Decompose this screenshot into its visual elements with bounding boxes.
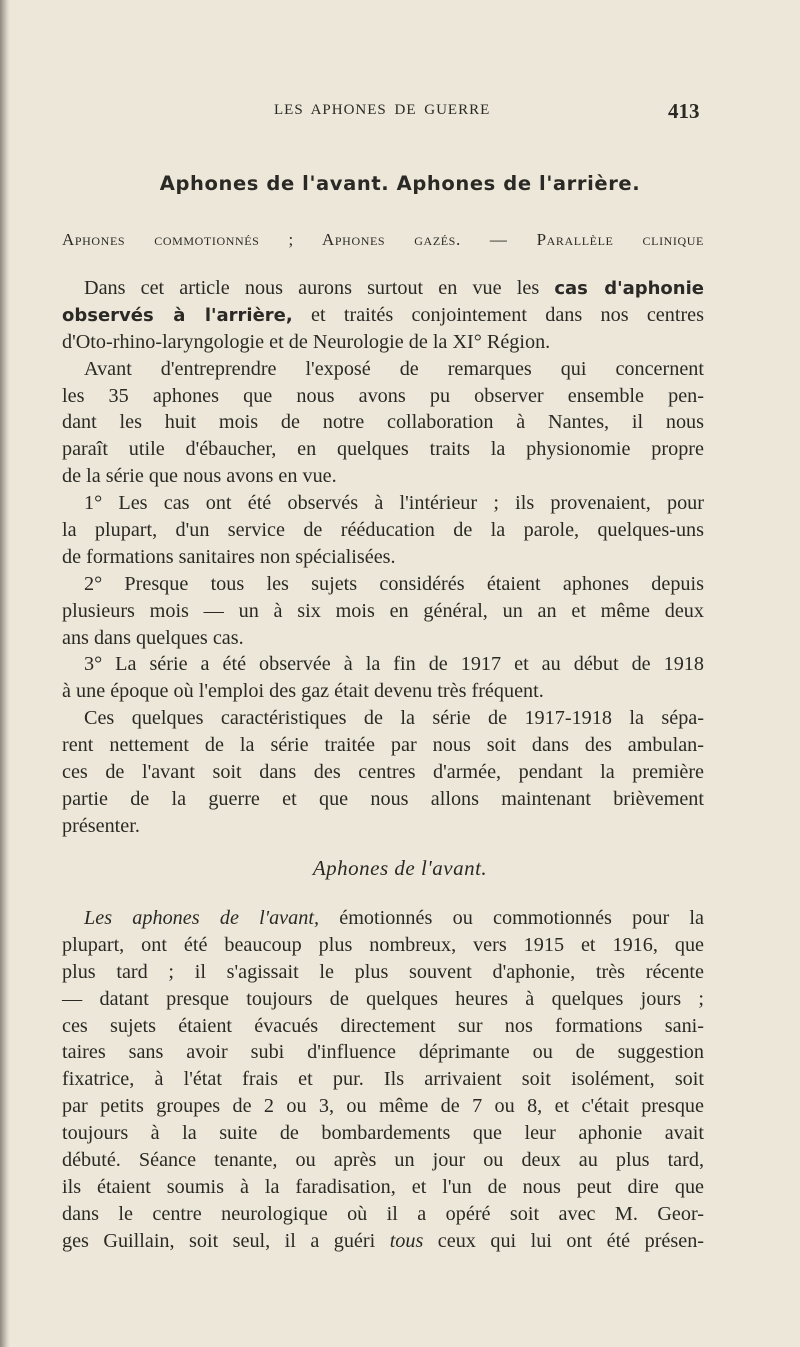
page-edge-shadow — [0, 0, 10, 1347]
text-line: par petits groupes de 2 ou 3, ou même de 7 ou 8, et c'était presque — [62, 1095, 704, 1118]
emphasis-text: observés à l'arrière, — [62, 304, 293, 326]
italic-text: Les aphones de l'avant, — [84, 907, 319, 929]
body-paragraphs-arriere — [62, 275, 704, 840]
text-line: ces sujets étaient évacués directement sur nos formations sani- — [62, 1014, 704, 1037]
text-line: dant les huit mois de notre collaboration à Nantes, il nous — [62, 411, 704, 434]
text-line: de la série que nous avons en vue. — [62, 465, 337, 488]
section-heading: Aphones de l'avant. Aphones de l'arrière. — [159, 172, 641, 195]
text-line: de formations sanitaires non spécialisées. — [62, 545, 396, 568]
text-line: dans le centre neurologique où il a opéré soit avec M. Geor- — [62, 1202, 704, 1225]
subheading: Aphones commotionnés ; Aphones gazés. — Parallèle clinique — [62, 230, 704, 249]
text-line: plus tard ; il s'agissait le plus souvent d'aphonie, très récente — [62, 960, 704, 983]
text-line: Ces quelques caractéristiques de la série de 1917-1918 la sépa- — [84, 707, 704, 730]
page-number: 413 — [668, 99, 700, 123]
text-line: rent nettement de la série traitée par nous soit dans des ambulan- — [62, 734, 704, 757]
body-paragraphs-avant — [62, 905, 704, 1255]
text-line: plupart, ont été beaucoup plus nombreux, vers 1915 et 1916, que — [62, 933, 704, 956]
text-line: fixatrice, à l'état frais et pur. Ils arrivaient soit isolément, soit — [62, 1068, 704, 1091]
text-line: taires sans avoir subi d'influence déprimante ou de suggestion — [62, 1041, 704, 1064]
text-line: Dans cet article nous aurons surtout en vue les cas d'aphonie — [84, 277, 704, 299]
text-line: ans dans quelques cas. — [62, 626, 244, 649]
subsection-heading: Aphones de l'avant. — [312, 856, 488, 880]
text-line: ces de l'avant soit dans des centres d'armée, pendant la première — [62, 761, 704, 784]
emphasis-text: cas d'aphonie — [554, 278, 704, 299]
text-line: 3° La série a été observée à la fin de 1917 et au début de 1918 — [84, 653, 704, 676]
text-line: plusieurs mois — un à six mois en général, un an et même deux — [62, 599, 704, 622]
text-line: toujours à la suite de bombardements que leur aphonie avait — [62, 1122, 704, 1145]
text-line: la plupart, d'un service de rééducation de la parole, quelques-uns — [62, 519, 704, 542]
text-line: partie de la guerre et que nous allons maintenant brièvement — [62, 787, 704, 810]
text-line: Les aphones de l'avant, émotionnés ou commotionnés pour la — [84, 907, 705, 929]
text-line: — datant presque toujours de quelques heures à quelques jours ; — [62, 987, 704, 1010]
text-line: débuté. Séance tenante, ou après un jour ou deux au plus tard, — [62, 1149, 704, 1172]
italic-text: tous — [389, 1229, 424, 1252]
running-header — [0, 99, 800, 128]
text-line: d'Oto-rhino-laryngologie et de Neurologie de la XI° Région. — [62, 330, 551, 353]
text-line: présenter. — [62, 814, 140, 837]
running-title: LES APHONES DE GUERRE — [274, 102, 491, 118]
text-line: observés à l'arrière, et traités conjointement dans nos centres — [62, 303, 704, 326]
text-line: ils étaient soumis à la faradisation, et l'un de nous peut dire que — [62, 1175, 704, 1198]
text-line: 2° Presque tous les sujets considérés étaient aphones depuis — [84, 572, 704, 595]
text-line: paraît utile d'ébaucher, en quelques traits la physionomie propre — [62, 438, 704, 461]
text-line: à une époque où l'emploi des gaz était devenu très fréquent. — [62, 680, 544, 703]
text-line: les 35 aphones que nous avons pu observer ensemble pen- — [62, 384, 704, 407]
text-line: Avant d'entreprendre l'exposé de remarques qui concernent — [84, 357, 704, 380]
text-line: 1° Les cas ont été observés à l'intérieur ; ils provenaient, pour — [84, 492, 704, 515]
text-line: ges Guillain, soit seul, il a guéri tous ceux qui lui ont été présen- — [62, 1229, 705, 1252]
